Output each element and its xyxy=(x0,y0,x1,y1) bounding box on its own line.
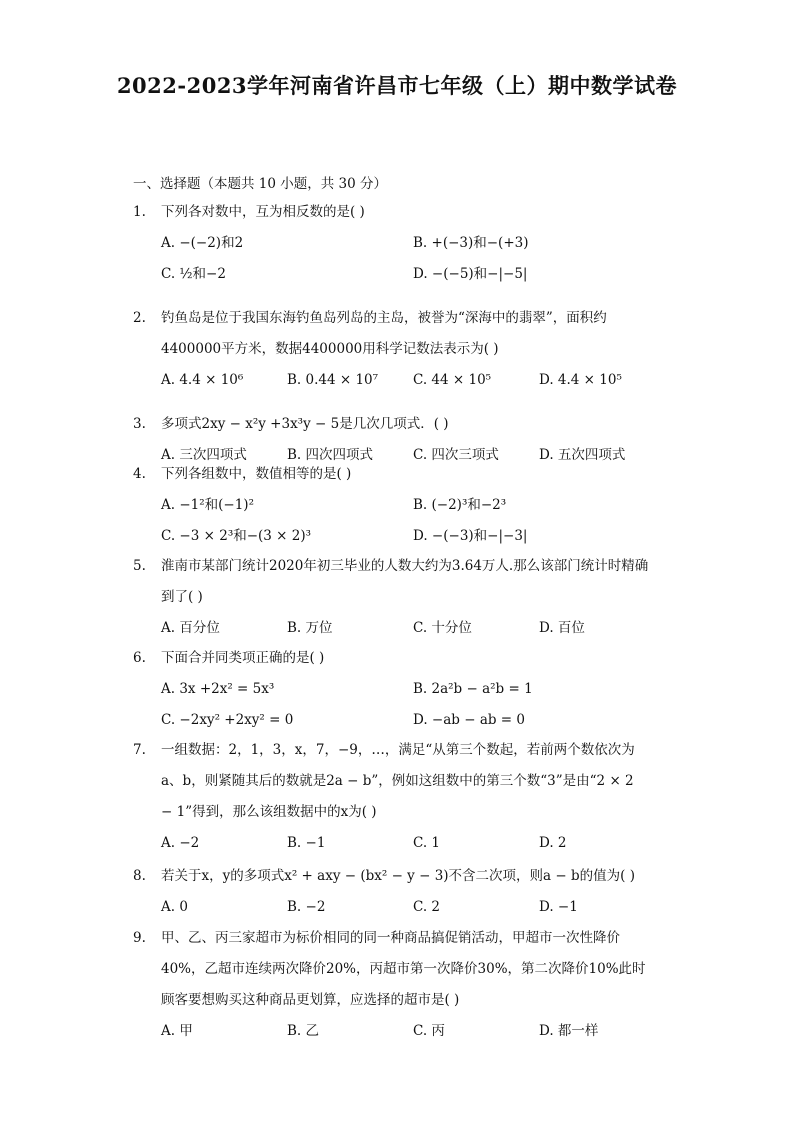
question-stem-line: 一组数据：2，1，3，x，7，−9，…，满足“从第三个数起，若前两个数依次为 xyxy=(161,742,635,758)
option-D[interactable]: D. 五次四项式 xyxy=(539,447,626,463)
option-B[interactable]: B. 2a²b − a²b = 1 xyxy=(413,681,533,697)
option-row xyxy=(161,674,673,705)
option-B[interactable]: B. +(−3)和−(+3) xyxy=(413,235,529,251)
option-row xyxy=(161,259,673,290)
question-stem-line: 钓鱼岛是位于我国东海钓鱼岛列岛的主岛，被誉为“深海中的翡翠”，面积约 xyxy=(161,310,607,326)
option-B[interactable]: B. 四次四项式 xyxy=(287,447,374,463)
option-A[interactable]: A. −1²和(−1)² xyxy=(161,497,254,513)
question-number: 5. xyxy=(133,558,146,574)
section-heading: 一、选择题（本题共 10 小题，共 30 分） xyxy=(133,176,388,192)
option-C[interactable]: C. 2 xyxy=(413,899,441,915)
question-number: 6. xyxy=(133,650,146,666)
option-row xyxy=(161,892,673,923)
question-stem-line: 若关于x，y的多项式x² + axy − (bx² − y − 3)不含二次项，则a − b的值为( ) xyxy=(161,868,635,884)
option-D[interactable]: D. 都一样 xyxy=(539,1023,599,1039)
option-B[interactable]: B. 万位 xyxy=(287,620,333,636)
question-stem-line: 甲、乙、丙三家超市为标价相同的同一种商品搞促销活动，甲超市一次性降价 xyxy=(161,930,620,946)
option-A[interactable]: A. 4.4 × 10⁶ xyxy=(161,372,244,388)
question-number: 7. xyxy=(133,742,146,758)
option-A[interactable]: A. 0 xyxy=(161,899,188,915)
question-number: 8. xyxy=(133,868,146,884)
option-row xyxy=(161,1016,673,1047)
option-C[interactable]: C. 1 xyxy=(413,835,441,851)
question-1 xyxy=(133,197,673,290)
question-stem-line: 淮南市某部门统计2020年初三毕业的人数大约为3.64万人.那么该部门统计时精确 xyxy=(161,558,649,574)
question-4 xyxy=(133,459,673,552)
option-D[interactable]: D. −ab − ab = 0 xyxy=(413,712,525,728)
option-C[interactable]: C. ½和−2 xyxy=(161,266,226,282)
question-8 xyxy=(133,861,673,923)
question-stem-line: 多项式2xy − x²y +3x³y − 5是几次几项式．( ) xyxy=(161,416,449,432)
question-number: 9. xyxy=(133,930,146,946)
option-D[interactable]: D. −(−5)和−|−5| xyxy=(413,266,528,282)
question-number: 1. xyxy=(133,204,146,220)
option-C[interactable]: C. −3 × 2³和−(3 × 2)³ xyxy=(161,528,312,544)
question-stem-line: 下列各对数中，互为相反数的是( ) xyxy=(161,204,365,220)
question-number: 2. xyxy=(133,310,146,326)
question-stem-line: 4400000平方米，数据4400000用科学记数法表示为( ) xyxy=(161,341,499,357)
option-D[interactable]: D. −(−3)和−|−3| xyxy=(413,528,528,544)
question-stem-line: 40%，乙超市连续两次降价20%，丙超市第一次降价30%，第二次降价10%此时 xyxy=(161,961,646,977)
question-9 xyxy=(133,923,673,1047)
question-number: 3. xyxy=(133,416,146,432)
option-row xyxy=(161,705,673,736)
question-stem-line: 下列各组数中，数值相等的是( ) xyxy=(161,466,352,482)
option-row xyxy=(161,613,673,644)
option-B[interactable]: B. (−2)³和−2³ xyxy=(413,497,507,513)
option-A[interactable]: A. 百分位 xyxy=(161,620,220,636)
option-A[interactable]: A. 3x +2x² = 5x³ xyxy=(161,681,275,697)
option-row xyxy=(161,521,673,552)
question-6 xyxy=(133,643,673,736)
option-row xyxy=(161,490,673,521)
option-B[interactable]: B. −2 xyxy=(287,899,326,915)
question-2 xyxy=(133,303,673,396)
option-A[interactable]: A. −2 xyxy=(161,835,200,851)
option-A[interactable]: A. 三次四项式 xyxy=(161,447,247,463)
option-C[interactable]: C. −2xy² +2xy² = 0 xyxy=(161,712,294,728)
option-D[interactable]: D. −1 xyxy=(539,899,578,915)
option-C[interactable]: C. 四次三项式 xyxy=(413,447,499,463)
question-stem-line: 到了( ) xyxy=(161,589,203,605)
page-title: 2022-2023学年河南省许昌市七年级（上）期中数学试卷 xyxy=(116,73,678,98)
option-row xyxy=(161,228,673,259)
question-stem-line: 顾客要想购买这种商品更划算，应选择的超市是( ) xyxy=(161,992,460,1008)
question-7 xyxy=(133,735,673,859)
option-D[interactable]: D. 百位 xyxy=(539,620,585,636)
option-D[interactable]: D. 4.4 × 10⁵ xyxy=(539,372,622,388)
question-stem-line: a、b，则紧随其后的数就是2a − b”，例如这组数中的第三个数“3”是由“2 × 2 xyxy=(161,773,634,789)
option-row xyxy=(161,365,673,396)
question-5 xyxy=(133,551,673,644)
option-A[interactable]: A. 甲 xyxy=(161,1023,193,1039)
option-C[interactable]: C. 44 × 10⁵ xyxy=(413,372,492,388)
option-B[interactable]: B. −1 xyxy=(287,835,326,851)
option-B[interactable]: B. 0.44 × 10⁷ xyxy=(287,372,379,388)
question-number: 4. xyxy=(133,466,146,482)
question-stem-line: − 1”得到，那么该组数据中的x为( ) xyxy=(161,804,377,820)
option-C[interactable]: C. 丙 xyxy=(413,1023,445,1039)
option-row xyxy=(161,828,673,859)
option-B[interactable]: B. 乙 xyxy=(287,1023,320,1039)
option-D[interactable]: D. 2 xyxy=(539,835,567,851)
option-A[interactable]: A. −(−2)和2 xyxy=(161,235,244,251)
option-C[interactable]: C. 十分位 xyxy=(413,620,472,636)
question-stem-line: 下面合并同类项正确的是( ) xyxy=(161,650,325,666)
